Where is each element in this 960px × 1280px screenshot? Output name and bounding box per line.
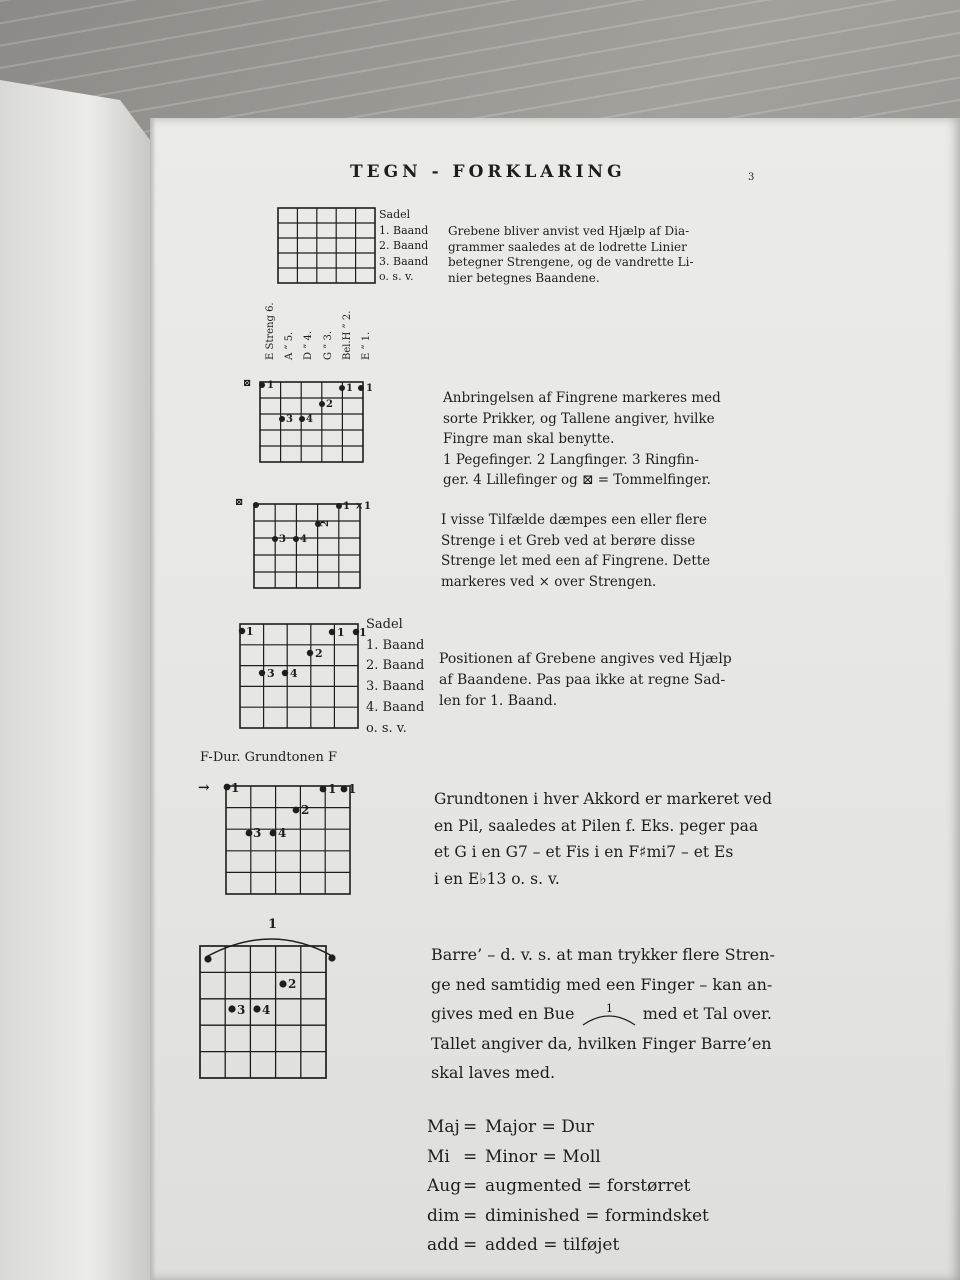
string-names	[265, 302, 372, 361]
text-line: Barre’ – d. v. s. at man trykker flere Stren-	[431, 945, 775, 964]
finger-dot	[272, 536, 278, 542]
fret-label: Sadel	[366, 617, 403, 632]
abbr-key: Aug	[427, 1176, 462, 1196]
finger-number: 2	[288, 977, 297, 991]
fret-label: 3. Baand	[366, 679, 425, 695]
root-arrow: →	[198, 780, 210, 796]
finger-dot	[228, 1005, 235, 1012]
finger-number: 3	[286, 414, 293, 425]
fret-label: Sadel	[379, 208, 411, 221]
text-line	[431, 999, 775, 1029]
abbreviation-item	[427, 1143, 709, 1173]
string-name-6: E Streng 6.	[265, 302, 276, 360]
inline-arc-symbol	[580, 1001, 638, 1029]
text-line: Grundtonen i hver Akkord er markeret ved	[434, 790, 773, 808]
arc-number: 1	[605, 1001, 613, 1015]
diagram-position	[228, 618, 368, 730]
finger-number: 1	[343, 501, 350, 512]
finger-number: 4	[278, 826, 287, 840]
grid-lines	[226, 786, 350, 894]
finger-number: 3	[279, 534, 286, 545]
abbr-eq: =	[463, 1117, 478, 1137]
abbr-meaning: augmented = forstørret	[485, 1176, 691, 1196]
grid-lines	[278, 208, 375, 283]
finger-number: 1	[348, 782, 357, 796]
intro-text	[448, 224, 694, 286]
finger-dot	[293, 807, 300, 814]
text-line: ge ned samtidig med een Finger – kan an-	[431, 974, 773, 994]
text-line: et G i en G7 – et Fis i en F♯mi7 – et Es	[434, 843, 734, 861]
text-fragment: gives med en Bue	[431, 1004, 575, 1023]
abbr-meaning: diminished = formindsket	[485, 1205, 709, 1226]
finger-number: 2	[326, 399, 333, 410]
page-title: TEGN - FORKLARING	[350, 162, 626, 182]
finger-dot	[204, 955, 211, 962]
finger-number: 1	[364, 501, 371, 512]
finger-dot	[224, 784, 231, 791]
text-line: markeres ved × over Strengen.	[441, 573, 657, 590]
text-line: skal laves med.	[431, 1063, 556, 1082]
abbr-eq: =	[463, 1235, 478, 1255]
finger-dot	[253, 502, 259, 508]
fret-label: 2. Baand	[379, 239, 429, 252]
string-name-4: D ” 4.	[303, 330, 314, 360]
page-spine-shadow	[150, 118, 156, 1280]
text-line: Fingre man skal benytte.	[443, 431, 615, 447]
diagram-empty-grid	[240, 200, 390, 370]
finger-dot	[259, 382, 265, 388]
finger-dot	[239, 628, 245, 634]
thumb-symbol: ⊠	[243, 378, 252, 389]
text-line: Positionen af Grebene angives ved Hjælp	[439, 651, 732, 667]
root-caption: F-Dur. Grundtonen F	[200, 750, 337, 765]
fret-label: o. s. v.	[379, 270, 414, 283]
text-line: Tallet angiver da, hvilken Finger Barre’en	[431, 1033, 772, 1053]
text-line: i en E♭13 o. s. v.	[434, 869, 560, 888]
diagram-muted-strings	[230, 492, 380, 592]
abbreviation-item	[427, 1231, 709, 1261]
finger-dot	[336, 503, 342, 509]
finger-dot	[279, 416, 285, 422]
text-line: betegner Strengene, og de vandrette Li-	[448, 255, 694, 269]
abbreviation-item	[427, 1202, 709, 1232]
finger-dot	[246, 830, 253, 837]
muted-symbol: ×	[355, 501, 364, 512]
finger-number: 4	[306, 414, 313, 425]
abbr-eq: =	[463, 1176, 478, 1196]
barre-number: 1	[268, 917, 278, 932]
abbr-eq: =	[463, 1205, 478, 1226]
abbreviation-item	[427, 1172, 709, 1202]
abbr-key: add	[427, 1235, 459, 1255]
finger-dot	[253, 1005, 260, 1012]
fret-label: 4. Baand	[366, 699, 425, 715]
finger-number: 1	[346, 383, 353, 394]
fret-label: 3. Baand	[379, 254, 429, 268]
finger-number: 1	[337, 626, 345, 639]
abbr-meaning: Minor = Moll	[485, 1146, 601, 1167]
abbr-eq: =	[463, 1146, 478, 1167]
finger-dot	[259, 670, 265, 676]
abbreviation-list	[427, 1113, 709, 1261]
finger-number: 2	[301, 803, 310, 817]
finger-number: 4	[300, 534, 307, 545]
text-line: ger. 4 Lillefinger og ⊠ = Tommelfinger.	[443, 472, 711, 488]
text-line: I visse Tilfælde dæmpes een eller flere	[441, 512, 708, 528]
finger-dot	[328, 954, 335, 961]
text-line: len for 1. Baand.	[439, 693, 558, 709]
grid-lines	[240, 624, 358, 728]
finger-dot	[320, 786, 327, 793]
string-name-1: E ” 1.	[361, 331, 372, 360]
root-text	[434, 786, 772, 892]
diagram-fingers	[240, 372, 380, 467]
abbr-key: dim	[427, 1205, 460, 1226]
thumb-symbol: ⊠	[235, 497, 244, 508]
muted-text	[441, 510, 710, 592]
text-line: Strenge i et Greb ved at berøre disse	[441, 532, 696, 549]
text-line: grammer saaledes at de lodrette Linier	[448, 239, 687, 254]
abbr-meaning: added = tilføjet	[485, 1235, 620, 1255]
finger-number: 1	[366, 383, 373, 394]
finger-dot	[339, 385, 345, 391]
text-fragment: med et Tal over.	[642, 1004, 772, 1023]
finger-number: 3	[267, 667, 275, 680]
fingers-text	[443, 388, 721, 491]
finger-dot	[341, 786, 348, 793]
text-line: nier betegnes Baandene.	[448, 270, 600, 285]
finger-number: 4	[262, 1003, 271, 1017]
left-page	[0, 80, 150, 1280]
finger-dot	[299, 416, 305, 422]
finger-number: 1	[359, 626, 367, 639]
position-text	[439, 649, 732, 712]
finger-dot	[279, 980, 286, 987]
fret-label: o. s. v.	[366, 720, 407, 736]
finger-number: 1	[267, 380, 274, 391]
abbr-meaning: Major = Dur	[485, 1117, 594, 1137]
barre-text	[431, 940, 775, 1088]
finger-number: 3	[253, 826, 262, 840]
text-line: en Pil, saaledes at Pilen f. Eks. peger paa	[434, 816, 759, 835]
barre-arc	[208, 939, 332, 956]
finger-dot	[282, 670, 288, 676]
page-number: 3	[748, 172, 755, 183]
finger-number: 1	[246, 625, 254, 638]
grid-lines	[254, 504, 360, 588]
finger-dot	[270, 830, 277, 837]
text-line: 1 Pegefinger. 2 Langfinger. 3 Ringfin-	[443, 451, 699, 468]
diagram-barre	[192, 910, 352, 1082]
string-name-3: G ” 3.	[323, 331, 334, 360]
finger-number: 1	[328, 782, 337, 796]
fret-label: 2. Baand	[366, 658, 425, 674]
finger-number: 1	[231, 781, 240, 795]
abbr-key: Mi	[427, 1146, 450, 1167]
fret-label: 1. Baand	[366, 637, 425, 653]
diagram-root-tone	[196, 772, 362, 900]
finger-dot	[293, 536, 299, 542]
finger-dot	[329, 629, 335, 635]
finger-number: 4	[290, 667, 298, 680]
finger-dot	[358, 385, 364, 391]
fret-labels-2	[366, 615, 424, 739]
finger-dot	[307, 650, 313, 656]
text-line: Grebene bliver anvist ved Hjælp af Dia-	[448, 224, 690, 238]
finger-number: 3	[237, 1003, 246, 1017]
finger-number: 2	[315, 647, 323, 660]
abbr-key: Maj	[427, 1117, 460, 1137]
fret-labels-1	[379, 207, 428, 285]
string-name-5: A ” 5.	[284, 331, 295, 360]
text-line: sorte Prikker, og Tallene angiver, hvilke	[443, 410, 715, 427]
text-line: af Baandene. Pas paa ikke at regne Sad-	[439, 672, 726, 688]
text-line: Strenge let med een af Fingrene. Dette	[441, 553, 711, 569]
abbreviation-item	[427, 1113, 709, 1143]
string-name-2: Bel.H ” 2.	[342, 310, 353, 360]
finger-dot	[319, 401, 325, 407]
finger-number: 2	[320, 520, 331, 527]
fret-label: 1. Baand	[379, 223, 429, 237]
text-line: Anbringelsen af Fingrene markeres med	[443, 390, 721, 406]
